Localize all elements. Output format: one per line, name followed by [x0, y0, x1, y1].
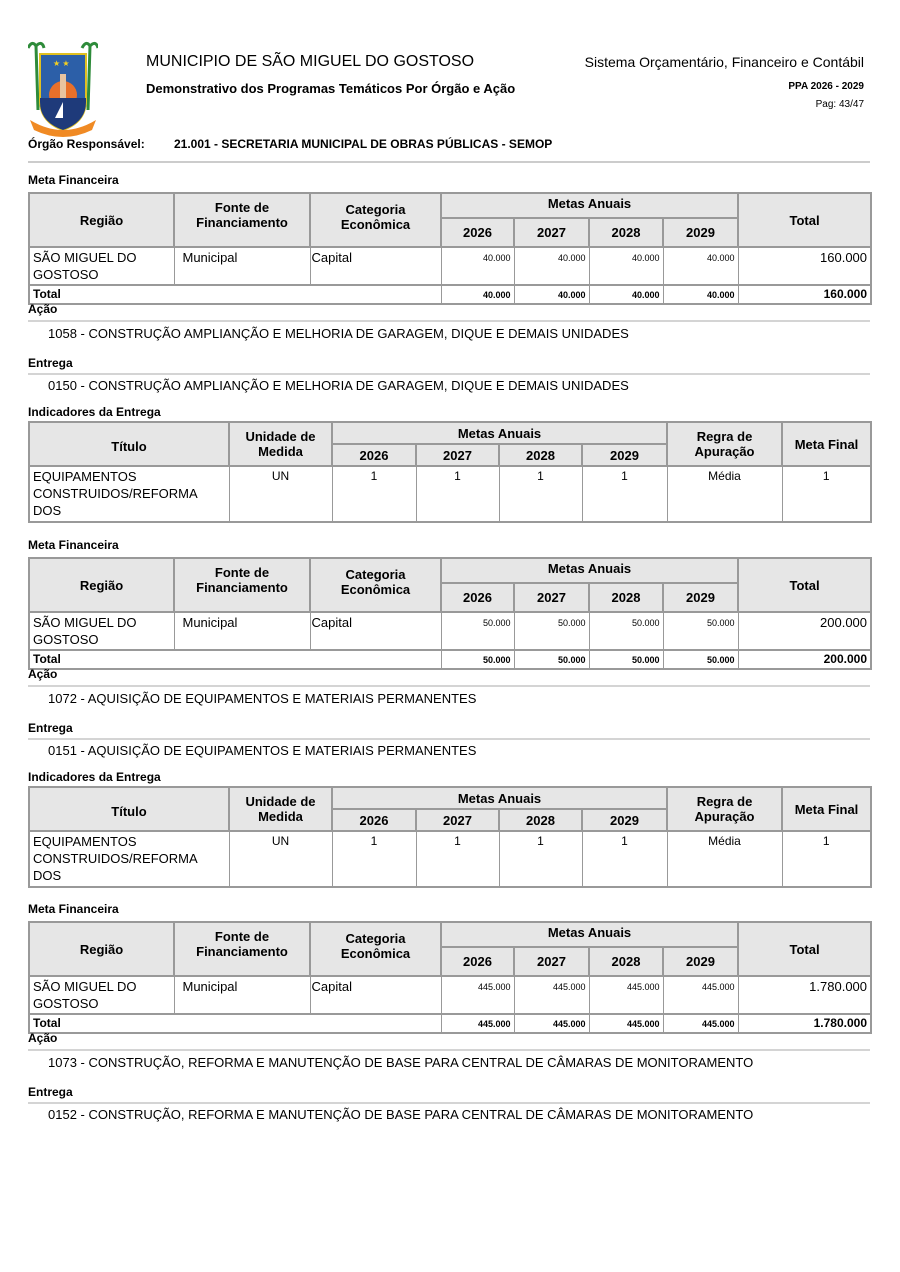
header-year: 2026	[359, 447, 389, 463]
meta-financeira-label: Meta Financeira	[28, 173, 119, 187]
header-year: 2028	[526, 447, 555, 463]
header-metas-anuais: Metas Anuais	[457, 790, 542, 806]
indicadores-table	[28, 786, 872, 888]
total-year-value: 445.000	[552, 1019, 586, 1029]
entrega-label: Entrega	[28, 356, 870, 375]
cell-year-value: 445.000	[626, 982, 660, 992]
header-metas-anuais: Metas Anuais	[547, 561, 632, 576]
table-row	[29, 831, 871, 887]
header-meta-final: Meta Final	[794, 436, 859, 452]
cell-year-value: 1	[537, 834, 544, 848]
acao-label: Ação	[28, 667, 870, 687]
cell-titulo: EQUIPAMENTOS CONSTRUIDOS/REFORMA DOS	[33, 469, 197, 518]
cell-unidade: UN	[271, 469, 290, 483]
header-unidade: Unidade de Medida	[245, 429, 316, 459]
cell-year-value: 40.000	[631, 253, 660, 263]
cell-categoria: Capital	[311, 250, 352, 265]
page-number: Pag: 43/47	[815, 99, 864, 110]
cell-year-value: 1	[621, 469, 628, 483]
header-regra: Regra de Apuração	[694, 794, 755, 824]
header-year: 2027	[537, 590, 566, 605]
header-year: 2028	[526, 812, 555, 828]
acao-text: 1072 - AQUISIÇÃO DE EQUIPAMENTOS E MATERIAIS PERMANENTES	[48, 691, 477, 706]
total-year-value: 40.000	[706, 290, 735, 300]
cell-fonte: Municipal	[182, 979, 238, 994]
grand-total: 200.000	[823, 652, 868, 666]
cell-regra: Média	[708, 469, 741, 483]
entrega-label: Entrega	[28, 1085, 870, 1104]
header-year: 2027	[443, 447, 472, 463]
header-titulo: Título	[111, 438, 147, 454]
header-year: 2029	[686, 590, 715, 605]
header-year: 2028	[611, 954, 641, 969]
grand-total: 160.000	[823, 287, 868, 301]
cell-year-value: 445.000	[701, 982, 735, 992]
table-row	[29, 976, 871, 1014]
table-row	[29, 466, 871, 522]
header-fonte: Fonte de Financiamento	[196, 929, 288, 959]
cell-regra: Média	[708, 834, 741, 848]
header-metas-anuais: Metas Anuais	[457, 425, 542, 441]
header-year: 2026	[463, 590, 492, 605]
total-year-value: 50.000	[557, 655, 586, 665]
cell-total: 160.000	[820, 250, 868, 265]
total-year-value: 445.000	[477, 1019, 511, 1029]
cell-regiao: SÃO MIGUEL DO GOSTOSO	[33, 615, 137, 647]
cell-year-value: 1	[454, 834, 461, 848]
header-year: 2028	[611, 590, 641, 605]
header-metas-anuais: Metas Anuais	[547, 196, 632, 211]
cell-fonte: Municipal	[182, 250, 238, 265]
header-regiao: Região	[79, 212, 124, 228]
total-year-value: 40.000	[631, 290, 660, 300]
header-total: Total	[789, 212, 820, 228]
cell-year-value: 445.000	[477, 982, 511, 992]
header-year: 2029	[610, 812, 639, 828]
header-fonte: Fonte de Financiamento	[196, 565, 288, 595]
header-year: 2027	[537, 225, 566, 240]
header-year: 2027	[537, 954, 566, 969]
cell-titulo: EQUIPAMENTOS CONSTRUIDOS/REFORMA DOS	[33, 834, 197, 883]
header-year: 2029	[686, 225, 715, 240]
total-label: Total	[33, 1016, 61, 1030]
cell-regiao: SÃO MIGUEL DO GOSTOSO	[33, 979, 137, 1011]
municipal-coat-of-arms-logo	[28, 40, 98, 138]
header-titulo: Título	[111, 803, 147, 819]
cell-year-value: 1	[454, 469, 461, 483]
header-year: 2026	[359, 812, 389, 828]
entrega-label: Entrega	[28, 721, 870, 740]
cell-year-value: 40.000	[557, 253, 586, 263]
cell-regiao: SÃO MIGUEL DO GOSTOSO	[33, 250, 137, 282]
total-year-value: 50.000	[631, 655, 660, 665]
cell-year-value: 445.000	[552, 982, 586, 992]
total-label: Total	[33, 652, 61, 666]
acao-label: Ação	[28, 1031, 870, 1051]
cell-meta-final: 1	[822, 469, 830, 483]
header-year: 2026	[463, 954, 492, 969]
cell-year-value: 50.000	[706, 618, 735, 628]
indicadores-label: Indicadores da Entrega	[28, 770, 161, 784]
cell-year-value: 1	[621, 834, 628, 848]
report-title: Demonstrativo dos Programas Temáticos Por Órgão e Ação	[146, 81, 516, 96]
header-fonte: Fonte de Financiamento	[196, 200, 288, 230]
header-regiao: Região	[79, 577, 124, 593]
indicadores-label: Indicadores da Entrega	[28, 405, 161, 419]
header-unidade: Unidade de Medida	[245, 794, 316, 824]
total-year-value: 40.000	[482, 290, 511, 300]
cell-meta-final: 1	[822, 834, 830, 848]
header-regra: Regra de Apuração	[694, 429, 755, 459]
meta-financeira-table	[28, 557, 872, 670]
total-year-value: 40.000	[557, 290, 586, 300]
cell-unidade: UN	[271, 834, 290, 848]
acao-text: 1058 - CONSTRUÇÃO AMPLIANÇÃO E MELHORIA DE GARAGEM, DIQUE E DEMAIS UNIDADES	[48, 326, 629, 341]
cell-year-value: 50.000	[482, 618, 511, 628]
header-categoria: Categoria Econômica	[340, 931, 411, 961]
svg-text:★ ★: ★ ★	[53, 59, 70, 68]
cell-total: 200.000	[820, 615, 868, 630]
cell-year-value: 1	[537, 469, 544, 483]
header-total: Total	[789, 941, 820, 957]
total-year-value: 50.000	[706, 655, 735, 665]
meta-financeira-label: Meta Financeira	[28, 538, 119, 552]
header-total: Total	[789, 577, 820, 593]
ppa-period: PPA 2026 - 2029	[788, 81, 864, 92]
header-year: 2029	[686, 954, 715, 969]
cell-categoria: Capital	[311, 979, 352, 994]
cell-year-value: 1	[370, 834, 378, 848]
meta-financeira-table	[28, 921, 872, 1034]
table-row	[29, 612, 871, 650]
table-row	[29, 247, 871, 285]
header-year: 2026	[463, 225, 492, 240]
header-regiao: Região	[79, 941, 124, 957]
orgao-label: Órgão Responsável:	[28, 137, 145, 151]
header-year: 2029	[610, 447, 639, 463]
entrega-text: 0152 - CONSTRUÇÃO, REFORMA E MANUTENÇÃO DE BASE PARA CENTRAL DE CÂMARAS DE MONITORAMENTO	[48, 1107, 754, 1122]
entrega-text: 0151 - AQUISIÇÃO DE EQUIPAMENTOS E MATERIAIS PERMANENTES	[48, 743, 477, 758]
system-name: Sistema Orçamentário, Financeiro e Contábil	[584, 54, 864, 70]
cell-year-value: 40.000	[482, 253, 511, 263]
cell-year-value: 40.000	[706, 253, 735, 263]
cell-year-value: 1	[370, 469, 378, 483]
meta-financeira-table	[28, 192, 872, 305]
indicadores-table	[28, 421, 872, 523]
total-year-value: 50.000	[482, 655, 511, 665]
cell-categoria: Capital	[311, 615, 352, 630]
meta-financeira-label: Meta Financeira	[28, 902, 119, 916]
cell-year-value: 50.000	[631, 618, 660, 628]
acao-text: 1073 - CONSTRUÇÃO, REFORMA E MANUTENÇÃO DE BASE PARA CENTRAL DE CÂMARAS DE MONITORAMENTO	[48, 1055, 754, 1070]
total-label: Total	[33, 287, 61, 301]
grand-total: 1.780.000	[813, 1016, 868, 1030]
header-categoria: Categoria Econômica	[340, 202, 411, 232]
header-year: 2028	[611, 225, 641, 240]
acao-label: Ação	[28, 302, 870, 322]
cell-fonte: Municipal	[182, 615, 238, 630]
entrega-text: 0150 - CONSTRUÇÃO AMPLIANÇÃO E MELHORIA DE GARAGEM, DIQUE E DEMAIS UNIDADES	[48, 378, 629, 393]
orgao-value: 21.001 - SECRETARIA MUNICIPAL DE OBRAS PÚBLICAS - SEMOP	[174, 137, 553, 151]
municipality-name: MUNICIPIO DE SÃO MIGUEL DO GOSTOSO	[146, 53, 475, 70]
header-meta-final: Meta Final	[794, 801, 859, 817]
cell-total: 1.780.000	[809, 979, 868, 994]
total-year-value: 445.000	[701, 1019, 735, 1029]
header-categoria: Categoria Econômica	[340, 567, 411, 597]
orgao-responsavel	[28, 137, 870, 163]
header-metas-anuais: Metas Anuais	[547, 925, 632, 940]
cell-year-value: 50.000	[557, 618, 586, 628]
total-year-value: 445.000	[626, 1019, 660, 1029]
header-year: 2027	[443, 812, 472, 828]
